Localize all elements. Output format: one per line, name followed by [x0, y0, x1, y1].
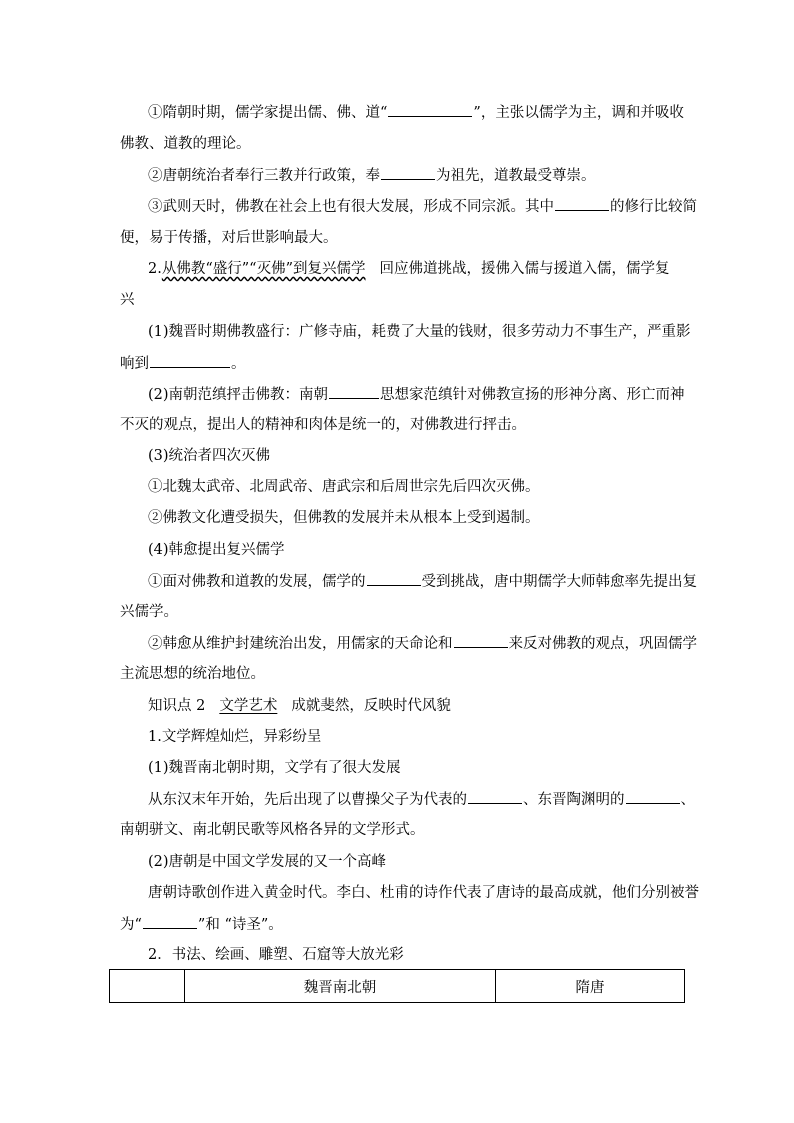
fill-blank[interactable]: [329, 384, 379, 399]
item-han-yu-revival-cont: 兴儒学。: [120, 604, 178, 620]
subheading-wei-jin-literature: (1)魏晋南北朝时期，文学有了很大发展: [148, 760, 401, 776]
heading-arts: 2．书法、绘画、雕塑、石窟等大放光彩: [148, 947, 404, 963]
table-header-cell: 魏晋南北朝: [185, 970, 496, 1003]
fill-blank[interactable]: [367, 571, 421, 586]
item-han-yu-theory: ②韩愈从维护封建统治出发，用儒家的天命论和 来反对佛教的观点，巩固儒学: [148, 633, 697, 654]
para-fan-zhen: (2)南朝范缜抨击佛教：南朝 思想家范缜针对佛教宣扬的形神分离、形亡而神: [148, 384, 685, 405]
subheading-tang-literature: (2)唐朝是中国文学发展的又一个高峰: [148, 854, 387, 870]
item-four-emperors: ①北魏太武帝、北周武帝、唐武宗和后周世宗先后四次灭佛。: [148, 479, 540, 495]
knowledge-point-2: 知识点 2 文学艺术 成就斐然，反映时代风貌: [148, 698, 451, 714]
fill-blank[interactable]: [381, 165, 435, 180]
item-han-yu-revival: ①面对佛教和道教的发展，儒学的 受到挑战，唐中期儒学大师韩愈率先提出复: [148, 571, 697, 592]
para-literature-forms-cont: 南朝骈文、南北朝民歌等风格各异的文学形式。: [120, 822, 425, 838]
comparison-table: [109, 969, 685, 1003]
table-header-row: [110, 970, 685, 1003]
heading-cont: 兴: [120, 292, 135, 308]
subheading-four-suppressions: (3)统治者四次灭佛: [148, 448, 271, 464]
heading-buddhism-confucianism: 2.从佛教“盛行”“灭佛”到复兴儒学 回应佛道挑战，援佛入儒与援道入儒，儒学复: [148, 261, 670, 277]
item-wu-zetian: ③武则天时，佛教在社会上也有很大发展，形成不同宗派。其中 的修行比较简: [148, 196, 697, 217]
para-tang-poetry-cont: 为“ ”和 “诗圣”。: [120, 914, 283, 935]
item-buddhism-loss: ②佛教文化遭受损失，但佛教的发展并未从根本上受到遏制。: [148, 510, 540, 526]
fill-blank[interactable]: [143, 914, 197, 929]
para-literature-forms: 从东汉末年开始，先后出现了以曹操父子为代表的 、东晋陶渊明的 、: [148, 789, 695, 810]
item-han-yu-theory-cont: 主流思想的统治地位。: [120, 666, 265, 682]
para-wei-jin-cont: 响到 。: [120, 353, 246, 374]
para-tang-poetry: 唐朝诗歌创作进入黄金时代。李白、杜甫的诗作代表了唐诗的最高成就，他们分别被誉: [148, 885, 699, 901]
fill-blank[interactable]: [150, 353, 230, 368]
para-fan-zhen-cont: 不灭的观点，提出人的精神和肉体是统一的，对佛教进行抨击。: [120, 417, 526, 433]
item-wu-zetian-cont: 便，易于传播，对后世影响最大。: [120, 230, 338, 246]
item-sui-dynasty: ①隋朝时期，儒学家提出儒、佛、道“ ”，主张以儒学为主，调和并吸收: [148, 102, 684, 123]
subheading-han-yu: (4)韩愈提出复兴儒学: [148, 542, 285, 558]
fill-blank[interactable]: [555, 196, 609, 211]
table-header-cell: 隋唐: [496, 970, 685, 1003]
fill-blank[interactable]: [468, 789, 522, 804]
fill-blank[interactable]: [626, 789, 680, 804]
fill-blank[interactable]: [388, 102, 472, 117]
item-sui-dynasty-cont: 佛教、道教的理论。: [120, 136, 251, 152]
heading-literature: 1.文学辉煌灿烂，异彩纷呈: [148, 729, 322, 745]
para-wei-jin: (1)魏晋时期佛教盛行：广修寺庙，耗费了大量的钱财，很多劳动力不事生产，严重影: [148, 324, 691, 340]
fill-blank[interactable]: [454, 633, 508, 648]
item-tang-policy: ②唐朝统治者奉行三教并行政策，奉 为祖先，道教最受尊崇。: [148, 165, 596, 186]
table-header-cell: [110, 970, 185, 1003]
